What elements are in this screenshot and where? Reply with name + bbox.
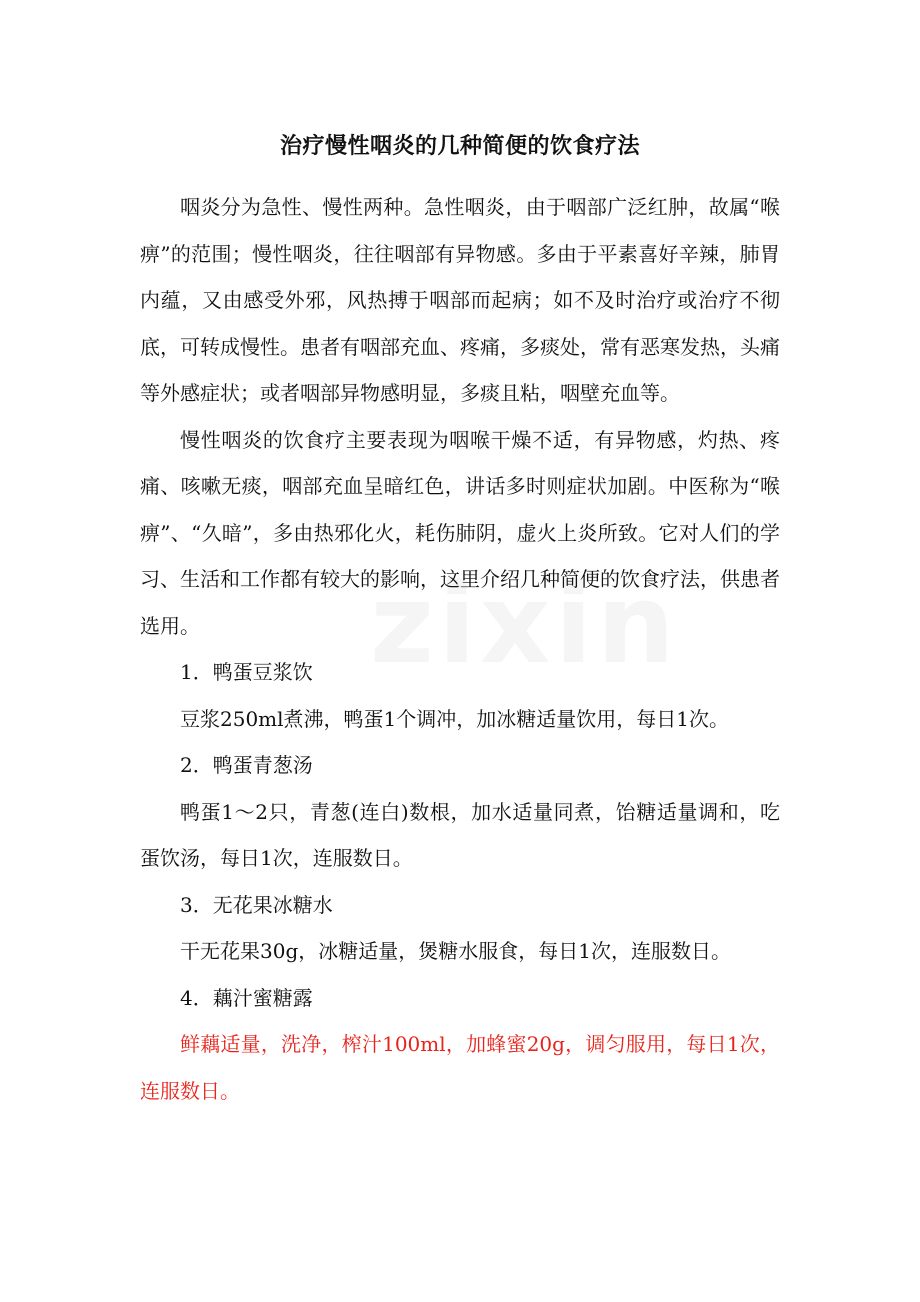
document-page [140,122,780,1114]
recipe-3-body: 干无花果30g，冰糖适量，煲糖水服食，每日1次，连服数日。 [180,939,731,963]
recipe-4-heading: 4．藕汁蜜糖露 [180,985,313,1010]
recipe-4-body: 鲜藕适量，洗净，榨汁100ml，加蜂蜜20g，调匀服用，每日1次，连服数日。 [140,1032,780,1103]
recipe-1-body: 豆浆250ml煮沸，鸭蛋1个调冲，加冰糖适量饮用，每日1次。 [180,706,729,731]
document-title: 治疗慢性咽炎的几种简便的饮食疗法 [279,133,640,159]
intro-paragraph-2: 慢性咽炎的饮食疗主要表现为咽喉干燥不适，有异物感，灼热、疼痛、咳嗽无痰，咽部充血呈暗红色，讲话多时则症状加剧。中医称为“喉痹”、“久暗”，多由热邪化火，耗伤肺阴，虚火上炎所致。它对人们的学习、生活和工作都有较大的影响，这里介绍几种简便的饮食疗法，供患者选用。 [140,427,780,638]
recipe-2-heading: 2．鸭蛋青葱汤 [180,753,313,777]
intro-paragraph-1: 咽炎分为急性、慢性两种。急性咽炎，由于咽部广泛红肿，故属“喉痹”的范围；慢性咽炎，往往咽部有异物感。多由于平素喜好辛辣，肺胃内蕴，又由感受外邪，风热搏于咽部而起病；如不及时治疗或治疗不彻底，可转成慢性。患者有咽部充血、疼痛，多痰处，常有恶寒发热，头痛等外感症状；或者咽部异物感明显，多痰且粘，咽壁充血等。 [140,195,780,405]
recipe-3-heading: 3．无花果冰糖水 [180,892,333,917]
recipe-1-heading: 1．鸭蛋豆浆饮 [180,660,313,684]
recipe-2-body: 鸭蛋1～2只，青葱(连白)数根，加水适量同煮，饴糖适量调和，吃蛋饮汤，每日1次，连服数日。 [140,799,780,870]
